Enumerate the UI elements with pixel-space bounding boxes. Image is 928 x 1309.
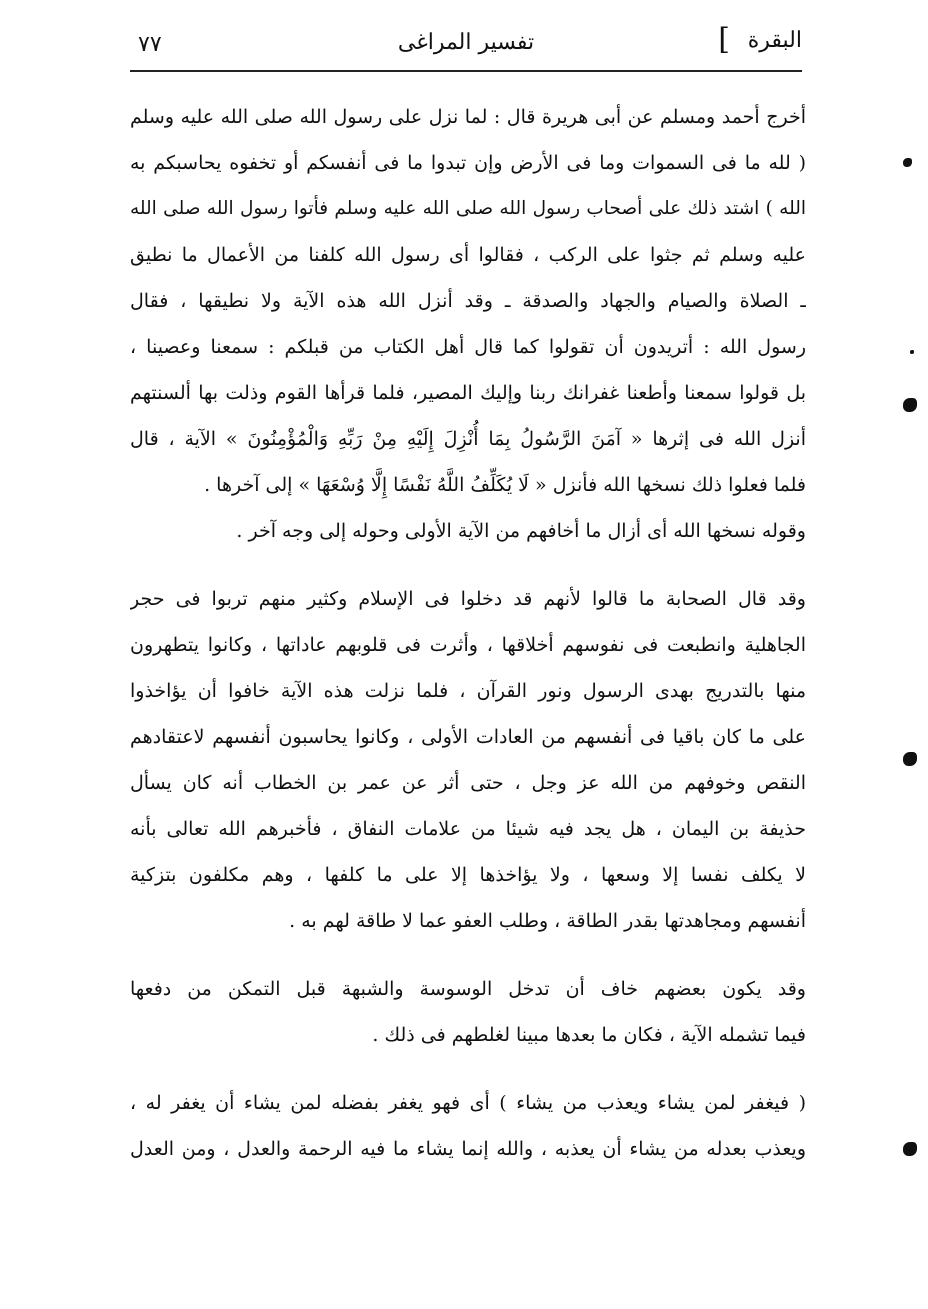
paragraph-1 (130, 94, 806, 554)
paragraph-gap (130, 1058, 806, 1080)
text-line: فيما تشمله الآية ، فكان ما بعدها مبينا لغلطهم فى ذلك . (372, 1024, 806, 1046)
paragraph-gap (130, 554, 806, 576)
text-line: وقد قال الصحابة ما قالوا لأنهم قد دخلوا فى الإسلام وكثير منهم تربوا فى حجر (130, 588, 806, 610)
text-line: أنفسهم ومجاهدتها بقدر الطاقة ، وطلب العفو عما لا طاقة لهم به . (289, 910, 806, 932)
text-line: الجاهلية وانطبعت فى نفوسهم أخلاقها ، وأثرت فى قلوبهم عاداتها ، وكانوا يتطهرون (130, 634, 806, 656)
scan-speck (903, 752, 917, 766)
surah-name: البقرة (747, 28, 802, 53)
scan-speck (903, 398, 917, 412)
scan-speck (903, 158, 912, 167)
body-text (130, 94, 806, 1172)
text-line: الله ) اشتد ذلك على أصحاب رسول الله صلى الله عليه وسلم فأتوا رسول الله صلى الله (130, 198, 806, 219)
header-bracket: ] (718, 22, 730, 57)
text-line: أخرج أحمد ومسلم عن أبى هريرة قال : لما نزل على رسول الله صلى الله عليه وسلم (130, 106, 806, 128)
text-line: أنزل الله فى إثرها « آمَنَ الرَّسُولُ بِمَا أُنْزِلَ إِلَيْهِ مِنْ رَبِّهِ وَالْمُؤْمِنُونَ » الآية ، قال (130, 428, 806, 450)
paragraph-3 (130, 966, 806, 1058)
text-line: النقص وخوفهم من الله عز وجل ، حتى أثر عن عمر بن الخطاب أنه كان يسأل (130, 772, 806, 794)
text-line: منها بالتدريج بهدى الرسول ونور القرآن ، فلما نزلت هذه الآية خافوا أن يؤاخذوا (130, 680, 806, 702)
text-line: بل قولوا سمعنا وأطعنا غفرانك ربنا وإليك المصير، فلما قرأها القوم وذلت بها ألسنتهم (130, 382, 806, 404)
text-line: فلما فعلوا ذلك نسخها الله فأنزل « لَا يُكَلِّفُ اللَّهُ نَفْسًا إِلَّا وُسْعَهَا » إلى آخرها . (204, 474, 806, 496)
header-rule (130, 70, 802, 72)
text-line: ويعذب بعدله من يشاء أن يعذبه ، والله إنما يشاء ما فيه الرحمة والعدل ، ومن العدل (130, 1138, 806, 1160)
scan-speck (903, 1142, 917, 1156)
text-line: حذيفة بن اليمان ، هل يجد فيه شيئا من علامات النفاق ، فأخبرهم الله تعالى بأنه (130, 818, 806, 840)
scan-speck (910, 350, 914, 354)
text-line: رسول الله : أتريدون أن تقولوا كما قال أهل الكتاب من قبلكم : سمعنا وعصينا ، (130, 336, 806, 358)
text-line: لا يكلف نفسا إلا وسعها ، ولا يؤاخذها إلا على ما كلفها ، وهم مكلفون بتزكية (130, 864, 806, 886)
text-line: وقد يكون بعضهم خاف أن تدخل الوسوسة والشبهة قبل التمكن من دفعها (130, 978, 806, 1000)
text-line: عليه وسلم ثم جثوا على الركب ، فقالوا أى رسول الله كلفنا من الأعمال ما نطيق (130, 244, 806, 266)
paragraph-gap (130, 944, 806, 966)
page-header (130, 22, 802, 70)
text-line: وقوله نسخها الله أى أزال ما أخافهم من الآية الأولى وحوله إلى وجه آخر . (236, 520, 806, 542)
page-number: ٧٧ (138, 32, 162, 57)
book-title: تفسير المراغى (397, 30, 535, 55)
text-line: ( لله ما فى السموات وما فى الأرض وإن تبدوا ما فى أنفسكم أو تخفوه يحاسبكم به (130, 152, 806, 174)
text-line: ( فيغفر لمن يشاء ويعذب من يشاء ) أى فهو يغفر بفضله لمن يشاء أن يغفر له ، (130, 1092, 806, 1114)
text-line: ـ الصلاة والصيام والجهاد والصدقة ـ وقد أنزل الله هذه الآية ولا نطيقها ، فقال (130, 290, 806, 312)
text-line: على ما كان باقيا فى أنفسهم من العادات الأولى ، وكانوا يحاسبون أنفسهم لاعتقادهم (130, 726, 806, 748)
paragraph-4 (130, 1080, 806, 1172)
paragraph-2 (130, 576, 806, 944)
